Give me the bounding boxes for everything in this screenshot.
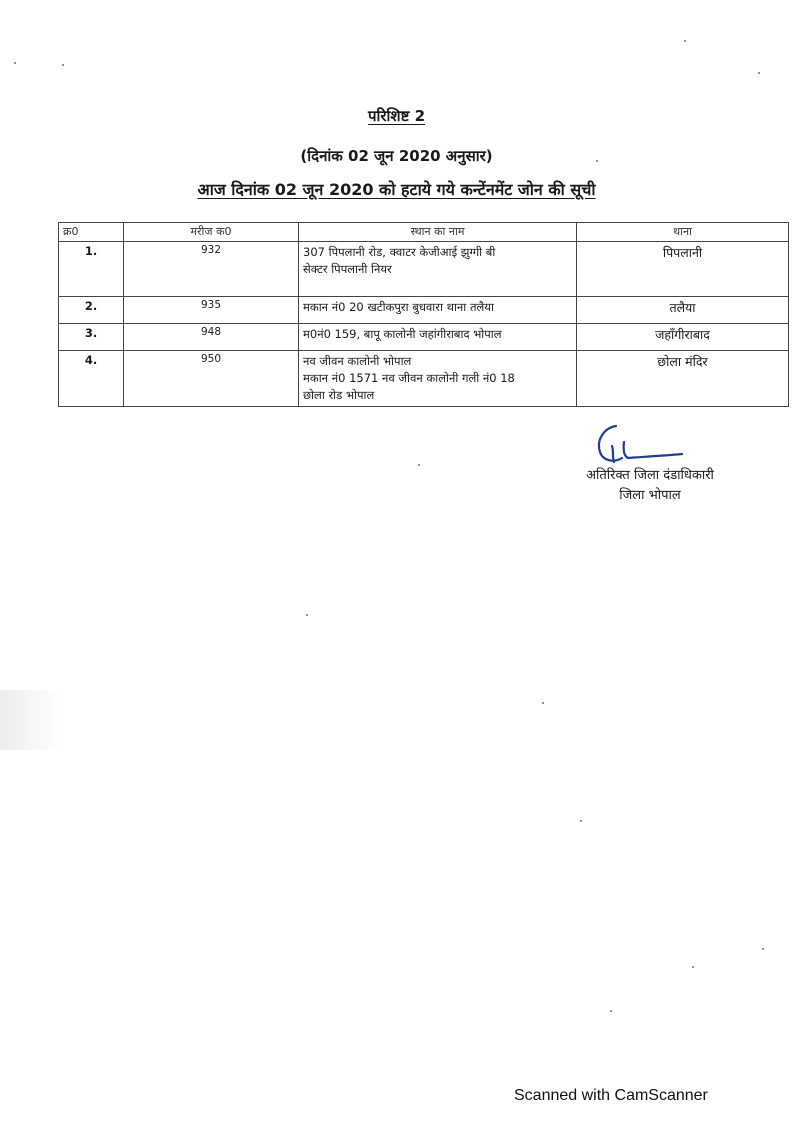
police-station: तलैया	[577, 297, 789, 324]
table-row	[59, 351, 789, 407]
signatory-office: जिला भोपाल	[619, 488, 681, 503]
scan-speck	[542, 702, 544, 704]
scanner-watermark: Scanned with CamScanner	[514, 1087, 708, 1104]
serial-number: 1.	[59, 242, 124, 297]
table-row	[59, 242, 789, 297]
annex-title: परिशिष्ट 2	[367, 107, 426, 125]
scan-speck	[762, 948, 764, 950]
location-name	[299, 242, 577, 297]
location-line: म0नं0 159, बापू कालोनी जहांगीराबाद भोपाल	[303, 327, 502, 341]
location-line: सेक्टर पिपलानी नियर	[303, 262, 392, 276]
location-name	[299, 324, 577, 351]
scan-speck	[692, 966, 694, 968]
police-station: जहाँगीराबाद	[577, 324, 789, 351]
serial-number: 2.	[59, 297, 124, 324]
patient-number: 935	[124, 297, 299, 324]
date-note: (दिनांक 02 जून 2020 अनुसार)	[300, 147, 493, 165]
patient-number: 950	[124, 351, 299, 407]
table-row	[59, 297, 789, 324]
scan-speck	[610, 1010, 612, 1012]
signatory-designation: अतिरिक्त जिला दंडाधिकारी	[586, 468, 714, 483]
scan-speck	[62, 64, 64, 66]
location-line: मकान नं0 1571 नव जीवन कालोनी गली नं0 18	[303, 371, 515, 385]
header-serial-number: क्र0	[59, 223, 124, 242]
table-header-row	[59, 223, 789, 242]
scan-speck	[596, 160, 598, 162]
serial-number: 4.	[59, 351, 124, 407]
serial-number: 3.	[59, 324, 124, 351]
scan-speck	[418, 464, 420, 466]
scan-speck	[684, 40, 686, 42]
police-station: पिपलानी	[577, 242, 789, 297]
patient-number: 948	[124, 324, 299, 351]
location-name	[299, 351, 577, 407]
scan-speck	[306, 614, 308, 616]
patient-number: 932	[124, 242, 299, 297]
header-patient-number: मरीज क0	[124, 223, 299, 242]
header-location-name: स्थान का नाम	[299, 223, 577, 242]
table-row	[59, 324, 789, 351]
location-line: नव जीवन कालोनी भोपाल	[303, 354, 412, 368]
scan-speck	[758, 72, 760, 74]
list-title: आज दिनांक 02 जून 2020 को हटाये गये कन्टेंनमेंट जोन की सूची	[197, 180, 596, 199]
header-police-station: थाना	[577, 223, 789, 242]
containment-zone-table	[58, 222, 789, 407]
location-name	[299, 297, 577, 324]
signatory-block	[520, 466, 780, 506]
handwritten-signature	[590, 418, 690, 468]
police-station: छोला मंदिर	[577, 351, 789, 407]
scan-page-edge-shadow	[0, 690, 60, 750]
location-line: 307 पिपलानी रोड, क्वाटर केजीआई झुग्गी बी	[303, 245, 496, 259]
scan-speck	[14, 62, 16, 64]
location-line: मकान नं0 20 खटीकपुरा बुधवारा थाना तलैया	[303, 300, 494, 314]
location-line: छोला रोड भोपाल	[303, 388, 375, 402]
scan-speck	[580, 820, 582, 822]
